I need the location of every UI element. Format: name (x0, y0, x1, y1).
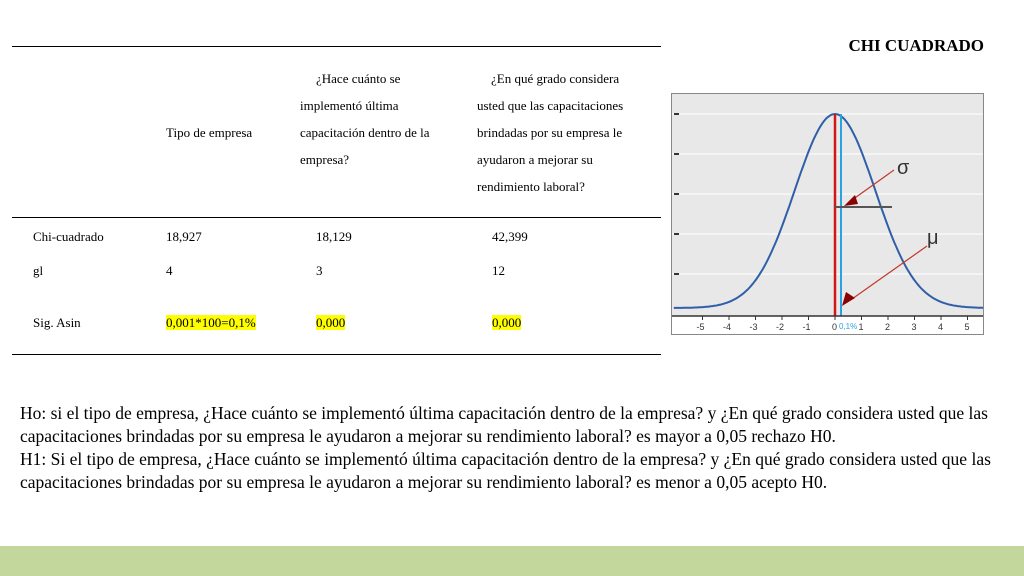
cell-value: 4 (166, 263, 173, 278)
cell-value: 12 (492, 263, 505, 278)
sigma-label: σ (897, 157, 910, 179)
header-line: implementó última (300, 98, 399, 113)
normal-curve-svg (672, 94, 983, 334)
x-tick-label: 3 (911, 322, 917, 332)
row-label-sig-asin: Sig. Asin (33, 315, 81, 330)
slide-title: CHI CUADRADO (848, 36, 984, 55)
header-line: usted que las capacitaciones (477, 98, 624, 113)
row-label-gl: gl (33, 263, 44, 278)
footer-band (0, 546, 1024, 576)
cell-value: 42,399 (492, 229, 528, 244)
header-line: ¿En qué grado considera (491, 71, 620, 86)
cell-value: 3 (316, 263, 323, 278)
table-header-rule (12, 217, 661, 218)
header-line: brindadas por su empresa le (477, 125, 623, 140)
mu-label: μ (927, 227, 939, 249)
cell-value: 18,129 (316, 229, 352, 244)
header-tipo-empresa: Tipo de empresa (166, 125, 253, 140)
left-axis-ticks (674, 113, 679, 275)
x-tick-label: -1 (802, 322, 811, 332)
marker-label: 0,1% (839, 322, 858, 331)
hypothesis-h0: Ho: si el tipo de empresa, ¿Hace cuánto se implementó última capacitación dentro de la empresa? y ¿En qué grado considera usted que las capacitaciones brindadas por su empresa le ayudaron a mejorar su rendimiento laboral? es mayor a 0,05 rechazo H0. (20, 403, 988, 446)
table-top-rule (12, 46, 661, 47)
x-tick-label: 0 (832, 322, 838, 332)
highlight: 0,000 (316, 315, 346, 330)
header-line: rendimiento laboral? (477, 179, 585, 194)
mu-arrow (852, 246, 927, 299)
x-tick-label: -4 (723, 322, 732, 332)
x-tick-label: -5 (696, 322, 705, 332)
header-capacitacion-tiempo (300, 65, 470, 173)
x-tick-label: 1 (858, 322, 864, 332)
row-label-chi-cuadrado: Chi-cuadrado (33, 229, 104, 244)
x-tick-label: 5 (964, 322, 970, 332)
hypothesis-h1: H1: Si el tipo de empresa, ¿Hace cuánto se implementó última capacitación dentro de la empresa? y ¿En qué grado considera usted que las capacitaciones brindadas por su empresa le ayudaron a mejorar su rendimiento laboral? es menor a 0,05 acepto H0. (20, 449, 991, 492)
cell-value-highlighted (492, 309, 521, 336)
table-bottom-rule (12, 354, 661, 355)
header-line: capacitación dentro de la (300, 125, 430, 140)
x-tick-label: -2 (776, 322, 785, 332)
normal-distribution-chart (671, 93, 984, 335)
header-line: ¿Hace cuánto se (316, 71, 401, 86)
sigma-arrow (852, 170, 894, 200)
grid-lines (672, 114, 983, 274)
x-axis-bar (672, 316, 983, 334)
cell-value-highlighted (166, 309, 256, 336)
header-grado-capacitacion (477, 65, 657, 200)
mu-arrowhead (842, 292, 855, 306)
header-line: empresa? (300, 152, 350, 167)
x-tick-label: 4 (938, 322, 944, 332)
cell-value: 18,927 (166, 229, 202, 244)
highlight: 0,000 (492, 315, 522, 330)
hypotheses-text (20, 402, 1010, 494)
x-tick-label: -3 (749, 322, 758, 332)
highlight: 0,001*100=0,1% (166, 315, 256, 330)
normal-curve (674, 114, 983, 308)
header-line: ayudaron a mejorar su (477, 152, 593, 167)
x-tick-label: 2 (885, 322, 891, 332)
cell-value-highlighted (316, 309, 345, 336)
